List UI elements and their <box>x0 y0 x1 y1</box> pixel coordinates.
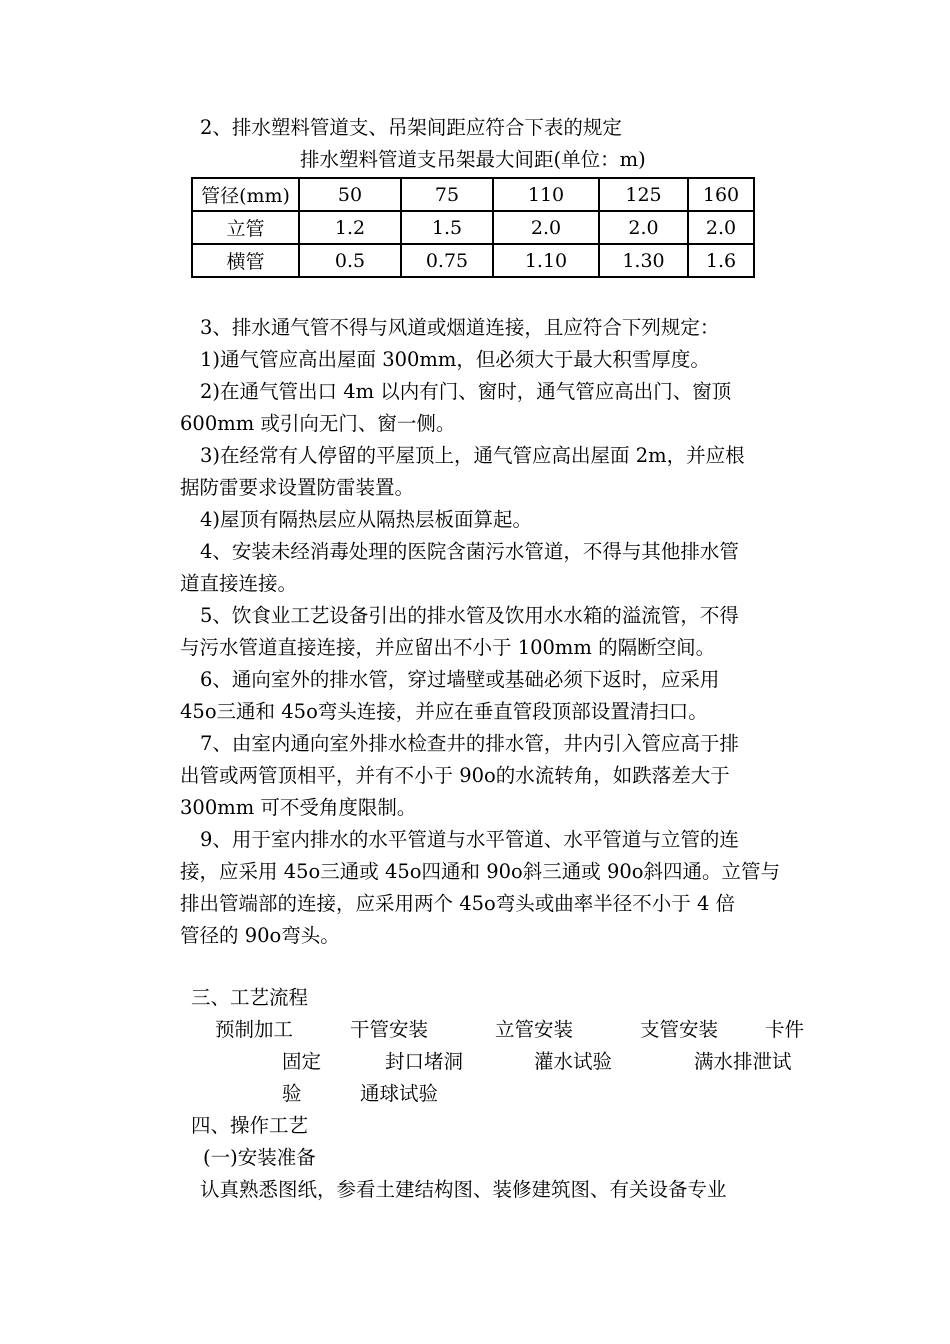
paragraph-3-item-3-line-1: 3)在经常有人停留的平屋顶上，通气管应高出屋面 2m，并应根 <box>200 444 745 467</box>
flow-step: 封口堵洞 <box>385 1050 464 1073</box>
table-row <box>192 244 754 277</box>
table-cell: 管径(mm) <box>192 178 299 211</box>
spacing-table <box>191 177 755 278</box>
paragraph-3-item-2-line-1: 2)在通气管出口 4m 以内有门、窗时，通气管应高出门、窗顶 <box>200 380 732 403</box>
table-cell: 110 <box>493 178 599 211</box>
flow-step: 预制加工 <box>215 1018 294 1041</box>
flow-step: 通球试验 <box>360 1082 439 1105</box>
table-cell: 横管 <box>192 244 299 277</box>
paragraph-4-line-2: 道直接连接。 <box>180 572 298 595</box>
heading-2: 2、排水塑料管道支、吊架间距应符合下表的规定 <box>200 116 622 139</box>
flow-step: 立管安装 <box>495 1018 574 1041</box>
flow-step: 卡件 <box>765 1018 805 1041</box>
paragraph-7-line-3: 300mm 可不受角度限制。 <box>180 796 417 819</box>
flow-step: 灌水试验 <box>534 1050 613 1073</box>
table-row <box>192 211 754 244</box>
table-cell: 160 <box>688 178 754 211</box>
paragraph-5-line-2: 与污水管道直接连接，并应留出不小于 100mm 的隔断空间。 <box>180 636 716 659</box>
table-cell: 1.10 <box>493 244 599 277</box>
section-4-title: 四、操作工艺 <box>191 1114 309 1137</box>
paragraph-3-item-2-line-2: 600mm 或引向无门、窗一侧。 <box>180 412 456 435</box>
table-cell: 2.0 <box>688 211 754 244</box>
paragraph-5-line-1: 5、饮食业工艺设备引出的排水管及饮用水水箱的溢流管，不得 <box>200 604 739 627</box>
paragraph-3-title: 3、排水通气管不得与风道或烟道连接，且应符合下列规定： <box>200 316 720 339</box>
table-cell: 1.2 <box>299 211 401 244</box>
flow-step: 满水排泄试 <box>694 1050 792 1073</box>
table-cell: 1.5 <box>401 211 493 244</box>
table-cell: 75 <box>401 178 493 211</box>
table-cell: 50 <box>299 178 401 211</box>
paragraph-3-item-4: 4)屋顶有隔热层应从隔热层板面算起。 <box>200 508 533 531</box>
paragraph-6-line-1: 6、通向室外的排水管，穿过墙壁或基础必须下返时，应采用 <box>200 668 720 691</box>
paragraph-9-line-1: 9、用于室内排水的水平管道与水平管道、水平管道与立管的连 <box>200 828 739 851</box>
flow-step: 固定 <box>282 1050 322 1073</box>
table-cell: 立管 <box>192 211 299 244</box>
section-4-subtitle: (一)安装准备 <box>203 1146 316 1169</box>
table-cell: 1.30 <box>599 244 688 277</box>
flow-step: 支管安装 <box>640 1018 719 1041</box>
table-cell: 2.0 <box>493 211 599 244</box>
table-cell: 1.6 <box>688 244 754 277</box>
table-header-row <box>192 178 754 211</box>
section-4-text: 认真熟悉图纸，参看土建结构图、装修建筑图、有关设备专业 <box>200 1178 727 1201</box>
paragraph-9-line-2: 接，应采用 45o三通或 45o四通和 90o斜三通或 90o斜四通。立管与 <box>180 860 781 883</box>
section-3-title: 三、工艺流程 <box>191 986 309 1009</box>
table-caption: 排水塑料管道支吊架最大间距(单位：m) <box>300 148 646 171</box>
paragraph-7-line-1: 7、由室内通向室外排水检查井的排水管，井内引入管应高于排 <box>200 732 739 755</box>
flow-step: 干管安装 <box>350 1018 429 1041</box>
paragraph-3-item-1: 1)通气管应高出屋面 300mm，但必须大于最大积雪厚度。 <box>200 348 710 371</box>
table-cell: 0.75 <box>401 244 493 277</box>
paragraph-9-line-3: 排出管端部的连接，应采用两个 45o弯头或曲率半径不小于 4 倍 <box>180 892 736 915</box>
flow-step: 验 <box>282 1082 302 1105</box>
paragraph-3-item-3-line-2: 据防雷要求设置防雷装置。 <box>180 476 415 499</box>
table-cell: 2.0 <box>599 211 688 244</box>
paragraph-7-line-2: 出管或两管顶相平，并有不小于 90o的水流转角，如跌落差大于 <box>180 764 730 787</box>
paragraph-6-line-2: 45o三通和 45o弯头连接，并应在垂直管段顶部设置清扫口。 <box>180 700 708 723</box>
table-cell: 125 <box>599 178 688 211</box>
paragraph-9-line-4: 管径的 90o弯头。 <box>180 924 340 947</box>
paragraph-4-line-1: 4、安装未经消毒处理的医院含菌污水管道，不得与其他排水管 <box>200 540 739 563</box>
table-cell: 0.5 <box>299 244 401 277</box>
